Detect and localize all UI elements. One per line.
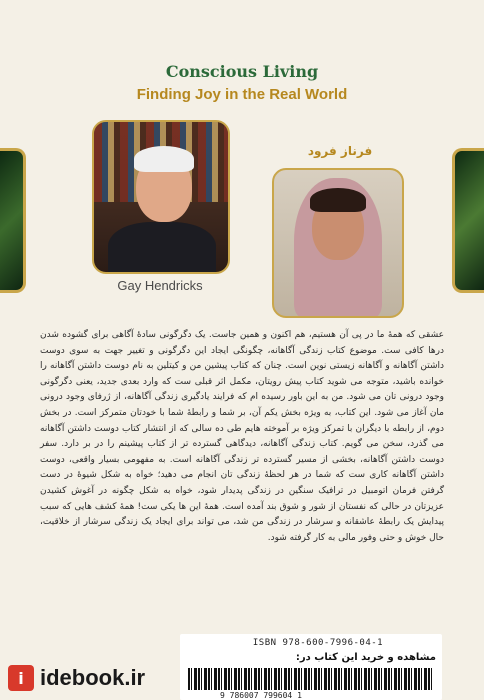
idebook-logo-icon: i: [8, 665, 34, 691]
author-photo-gay-hendricks: [92, 120, 230, 274]
isbn-number: ISBN 978-600-7996-04-1: [252, 638, 384, 648]
barcode: [188, 668, 434, 690]
idebook-watermark: [8, 662, 194, 694]
barcode-number: 9 786007 799604 1: [220, 691, 302, 700]
author-name-gay-hendricks: Gay Hendricks: [117, 278, 203, 293]
translator-photo: [272, 168, 404, 318]
blurb-text: عشقی که همهٔ ما در پی آن هستیم، هم اکنون و همین جاست. یک دگرگونی سادهٔ آگاهی برای گشوده شدن درها کافی ست. موضوع کتاب زندگی آگاهانه، چگونگی ایجاد این دگرگونی و تغییر جهت به سوی دوست داشتن آگاهانه و آگاهانه زیستی نوین است. چنان که کتاب پیشین من و کیتلین به نام دوست داشتن آگاهانه را خوانده باشید، متوجه می شوید کتاب پیش رویتان، مکمل اثر قبلی ست که وارد بعدی جدید، یعنی دگرگونی وجود درونی تان می شود. من به این باور رسیده ام که فرایند یادگیری زندگی آگاهانه، از ژرفای وجود درونی مان آغاز می شود. این کتاب، به ویژه بخش یکم آن، بر شما و رابطهٔ شما با خودتان متمرکز است. در بخش دوم، از رابطه با دیگران با تمرکز ویژه بر آموخته هایم طی ده سالی که از انتشار کتاب دوست داشتن آگاهانه می گذرد، سخن می گویم. کتاب زندگی آگاهانه، دیدگاهی گسترده تر از کتاب پیشینم را در بر دارد. سفر دوست داشتن آگاهانه، بخشی از مسیر گسترده تر زندگی آگاهانه است. به مفهومی بسیار واقعی، دوست داشتن آگاهانه کاری ست که شما در هر لحظهٔ زندگی تان انجام می دهید؛ خواه به شکل شیوهٔ در دست گرفتن فرمان اتومبیل در ترافیک سنگین در زندگی پدیدار شود، خواه به شکل چگونه در آغوش کشیدن عزیزتان در حالی که نفستان از شور و شوق بند آمده است. همهٔ این ها یکی ست! همهٔ کشف هایی که سبب پیدایش یک رابطهٔ عاشقانه و سرشار در زندگی من شد، می تواند برای ایجاد یک زندگی سرشار از خلاقیت، حال خوش و حتی وفور مالی به کار گرفته شود.: [40, 330, 444, 543]
book-title: Conscious Living: [165, 62, 319, 81]
isbn-barcode-box: [180, 634, 442, 700]
book-subtitle: Finding Joy in the Real World: [136, 86, 348, 103]
idebook-logo-text: idebook.ir: [40, 665, 146, 690]
thumbnail-right: [452, 148, 484, 293]
translator-name: فرناز فرود: [307, 144, 373, 158]
thumbnail-left: [0, 148, 26, 293]
buy-book-text: مشاهده و خرید این کتاب در:: [295, 652, 436, 663]
